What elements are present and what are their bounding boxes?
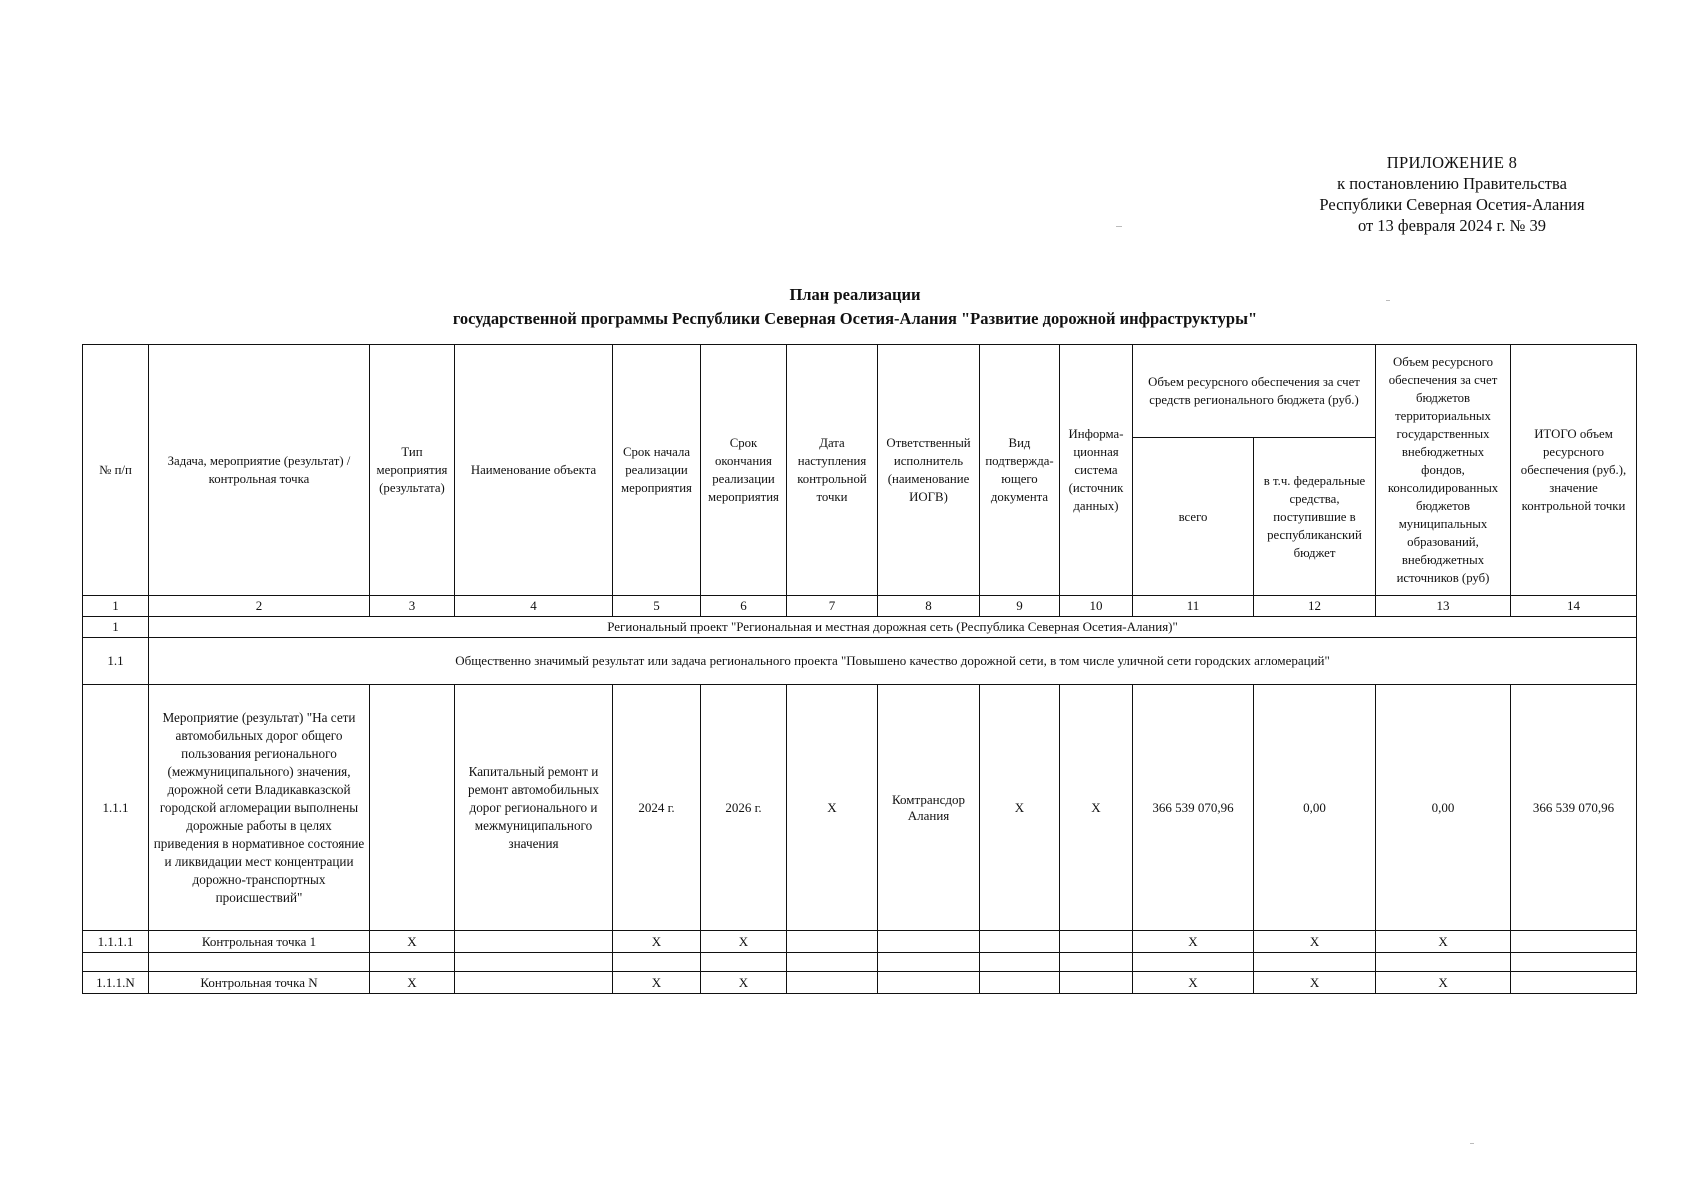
checkpoint-start: X: [613, 931, 701, 953]
checkpoint-object: [455, 931, 613, 953]
column-number: 1: [83, 596, 149, 617]
checkpoint-type: X: [370, 931, 455, 953]
blank-cell: [1511, 953, 1637, 972]
checkpoint-object: [455, 972, 613, 994]
checkpoint-doc-type: [980, 931, 1060, 953]
blank-cell: [1254, 953, 1376, 972]
column-number: 5: [613, 596, 701, 617]
checkpoint-num: 1.1.1.1: [83, 931, 149, 953]
regional-project-num: 1: [83, 617, 149, 638]
task-row: [83, 638, 1637, 685]
document-title: [300, 283, 1410, 331]
checkpoint-end: X: [701, 972, 787, 994]
row-task: Мероприятие (результат) "На сети автомобильных дорог общего пользования регионального (межмуниципального) значения, дорожной сети Владикавказской городской агломерации выполнены дорожные работы в целях приведения в нормативное состояние и ликвидации мест концентрации дорожно-транспортных происшествий": [149, 685, 370, 931]
checkpoint-federal: X: [1254, 972, 1376, 994]
row-executor: Комтрансдор Алания: [878, 685, 980, 931]
row-other-budgets: 0,00: [1376, 685, 1511, 931]
header-grand-total: ИТОГО объем ресурсного обеспечения (руб.), значение контрольной точки: [1511, 345, 1637, 596]
checkpoint-name: Контрольная точка N: [149, 972, 370, 994]
column-number: 12: [1254, 596, 1376, 617]
blank-cell: [613, 953, 701, 972]
blank-cell: [878, 953, 980, 972]
blank-cell: [701, 953, 787, 972]
header-num: № п/п: [83, 345, 149, 596]
row-num: 1.1.1: [83, 685, 149, 931]
scan-speck: [1386, 300, 1390, 301]
blank-cell: [83, 953, 149, 972]
header-total: всего: [1133, 438, 1254, 596]
checkpoint-row: [83, 931, 1637, 953]
row-total: 366 539 070,96: [1133, 685, 1254, 931]
implementation-plan-table: [82, 344, 1637, 994]
header-info-system: Информа-ционная система (источник данных): [1060, 345, 1133, 596]
checkpoint-date: [787, 972, 878, 994]
task-num: 1.1: [83, 638, 149, 685]
header-federal: в т.ч. федеральные средства, поступившие в республиканский бюджет: [1254, 438, 1376, 596]
appendix-title: ПРИЛОЖЕНИЕ 8: [1386, 153, 1518, 172]
checkpoint-other-budgets: X: [1376, 931, 1511, 953]
table-header-row: [83, 345, 1637, 438]
regional-project-title: Региональный проект "Региональная и местная дорожная сеть (Республика Северная Осетия-Алания)": [149, 617, 1637, 638]
row-doc-type: X: [980, 685, 1060, 931]
checkpoint-grand-total: [1511, 972, 1637, 994]
scan-speck: [1116, 226, 1122, 227]
header-regional-budget: Объем ресурсного обеспечения за счет средств регионального бюджета (руб.): [1133, 345, 1376, 438]
row-date: X: [787, 685, 878, 931]
column-number: 13: [1376, 596, 1511, 617]
column-number: 3: [370, 596, 455, 617]
table-row-main: [83, 685, 1637, 931]
header-start: Срок начала реализации мероприятия: [613, 345, 701, 596]
row-info-system: X: [1060, 685, 1133, 931]
row-start: 2024 г.: [613, 685, 701, 931]
appendix-line-3: от 13 февраля 2024 г. № 39: [1357, 216, 1547, 235]
scan-speck: [1470, 1143, 1474, 1144]
blank-cell: [1133, 953, 1254, 972]
column-number: 6: [701, 596, 787, 617]
column-number: 7: [787, 596, 878, 617]
blank-cell: [980, 953, 1060, 972]
task-title: Общественно значимый результат или задача регионального проекта "Повышено качество дорожной сети, в том числе уличной сети городских агломераций": [149, 638, 1637, 685]
blank-cell: [787, 953, 878, 972]
blank-cell: [1376, 953, 1511, 972]
checkpoint-date: [787, 931, 878, 953]
row-grand-total: 366 539 070,96: [1511, 685, 1637, 931]
column-number: 4: [455, 596, 613, 617]
column-number: 11: [1133, 596, 1254, 617]
checkpoint-name: Контрольная точка 1: [149, 931, 370, 953]
checkpoint-total: X: [1133, 972, 1254, 994]
checkpoint-info-system: [1060, 972, 1133, 994]
blank-cell: [149, 953, 370, 972]
header-date: Дата наступления контрольной точки: [787, 345, 878, 596]
document-title-line-2: государственной программы Республики Северная Осетия-Алания "Развитие дорожной инфраструктуры": [452, 309, 1258, 328]
checkpoint-info-system: [1060, 931, 1133, 953]
blank-cell: [370, 953, 455, 972]
appendix-line-1: к постановлению Правительства: [1337, 174, 1567, 193]
row-object: Капитальный ремонт и ремонт автомобильных дорог регионального и межмуниципального значения: [455, 685, 613, 931]
column-number: 8: [878, 596, 980, 617]
row-type: [370, 685, 455, 931]
regional-project-row: [83, 617, 1637, 638]
header-end: Срок окончания реализации мероприятия: [701, 345, 787, 596]
checkpoint-type: X: [370, 972, 455, 994]
row-end: 2026 г.: [701, 685, 787, 931]
column-number: 10: [1060, 596, 1133, 617]
column-number: 14: [1511, 596, 1637, 617]
checkpoint-executor: [878, 931, 980, 953]
header-task: Задача, мероприятие (результат) / контрольная точка: [149, 345, 370, 596]
checkpoint-federal: X: [1254, 931, 1376, 953]
header-type: Тип мероприятия (результата): [370, 345, 455, 596]
checkpoint-num: 1.1.1.N: [83, 972, 149, 994]
column-number-row: [83, 596, 1637, 617]
checkpoint-row: [83, 972, 1637, 994]
blank-cell: [455, 953, 613, 972]
checkpoint-end: X: [701, 931, 787, 953]
checkpoint-executor: [878, 972, 980, 994]
column-number: 9: [980, 596, 1060, 617]
checkpoint-doc-type: [980, 972, 1060, 994]
blank-row: [83, 953, 1637, 972]
checkpoint-other-budgets: X: [1376, 972, 1511, 994]
header-doc-type: Вид подтвержда-ющего документа: [980, 345, 1060, 596]
row-federal: 0,00: [1254, 685, 1376, 931]
appendix-line-2: Республики Северная Осетия-Алания: [1319, 195, 1585, 214]
header-object: Наименование объекта: [455, 345, 613, 596]
header-executor: Ответственный исполнитель (наименование ИОГВ): [878, 345, 980, 596]
header-other-budgets: Объем ресурсного обеспечения за счет бюджетов территориальных государственных внебюджетных фондов, консолидированных бюджетов муниципальных образований, внебюджетных источников (руб): [1376, 345, 1511, 596]
appendix-header: [1282, 152, 1622, 236]
column-number: 2: [149, 596, 370, 617]
checkpoint-start: X: [613, 972, 701, 994]
checkpoint-total: X: [1133, 931, 1254, 953]
document-title-line-1: План реализации: [789, 285, 921, 304]
checkpoint-grand-total: [1511, 931, 1637, 953]
blank-cell: [1060, 953, 1133, 972]
